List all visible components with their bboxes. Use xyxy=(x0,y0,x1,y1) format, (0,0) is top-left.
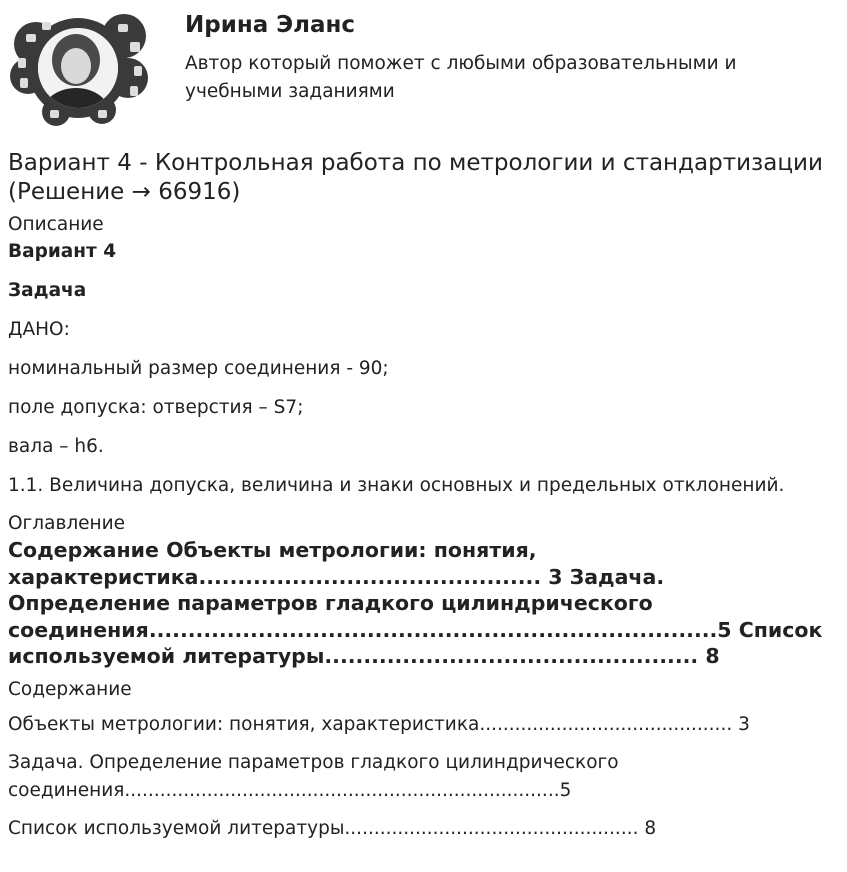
variant-heading: Вариант 4 xyxy=(8,241,117,262)
author-header xyxy=(0,0,847,135)
film-reel-avatar-icon xyxy=(6,6,152,128)
hole-tolerance-line: поле допуска: отверстия – S7; xyxy=(8,397,304,418)
page-title: Вариант 4 - Контрольная работа по метрологии и стандартизации (Решение → 66916) xyxy=(8,150,823,205)
contents-line: Объекты метрологии: понятия, характеристика........................................... 3 xyxy=(8,713,750,735)
author-name[interactable]: Ирина Эланс xyxy=(185,12,356,38)
contents-line: Список используемой литературы.................................................. 8 xyxy=(8,817,657,839)
author-avatar xyxy=(6,6,152,128)
author-description: Автор который поможет с любыми образовательными и учебными заданиями xyxy=(185,53,737,102)
shaft-tolerance-line: вала – h6. xyxy=(8,436,104,457)
given-line: ДАНО: xyxy=(8,319,70,340)
toc-text: Содержание Объекты метрологии: понятия, характеристика............................................ 3 Задача. Определение параметров гладкого цилиндрического соединения.........................................................................5 Список используемой литературы................................................ 8 xyxy=(8,538,823,668)
contents-line: соединения..........................................................................5 xyxy=(8,779,572,801)
nominal-size-line: номинальный размер соединения - 90; xyxy=(8,358,389,379)
toc-label: Оглавление xyxy=(8,513,126,534)
task-heading: Задача xyxy=(8,280,87,301)
main-content xyxy=(0,149,847,843)
item-1-1-line: 1.1. Величина допуска, величина и знаки основных и предельных отклонений. xyxy=(8,475,785,496)
contents-label: Содержание xyxy=(8,678,132,700)
contents-line: Задача. Определение параметров гладкого цилиндрического xyxy=(8,751,619,773)
contents-list xyxy=(8,711,839,843)
description-block xyxy=(8,241,839,497)
description-label: Описание xyxy=(8,214,104,235)
